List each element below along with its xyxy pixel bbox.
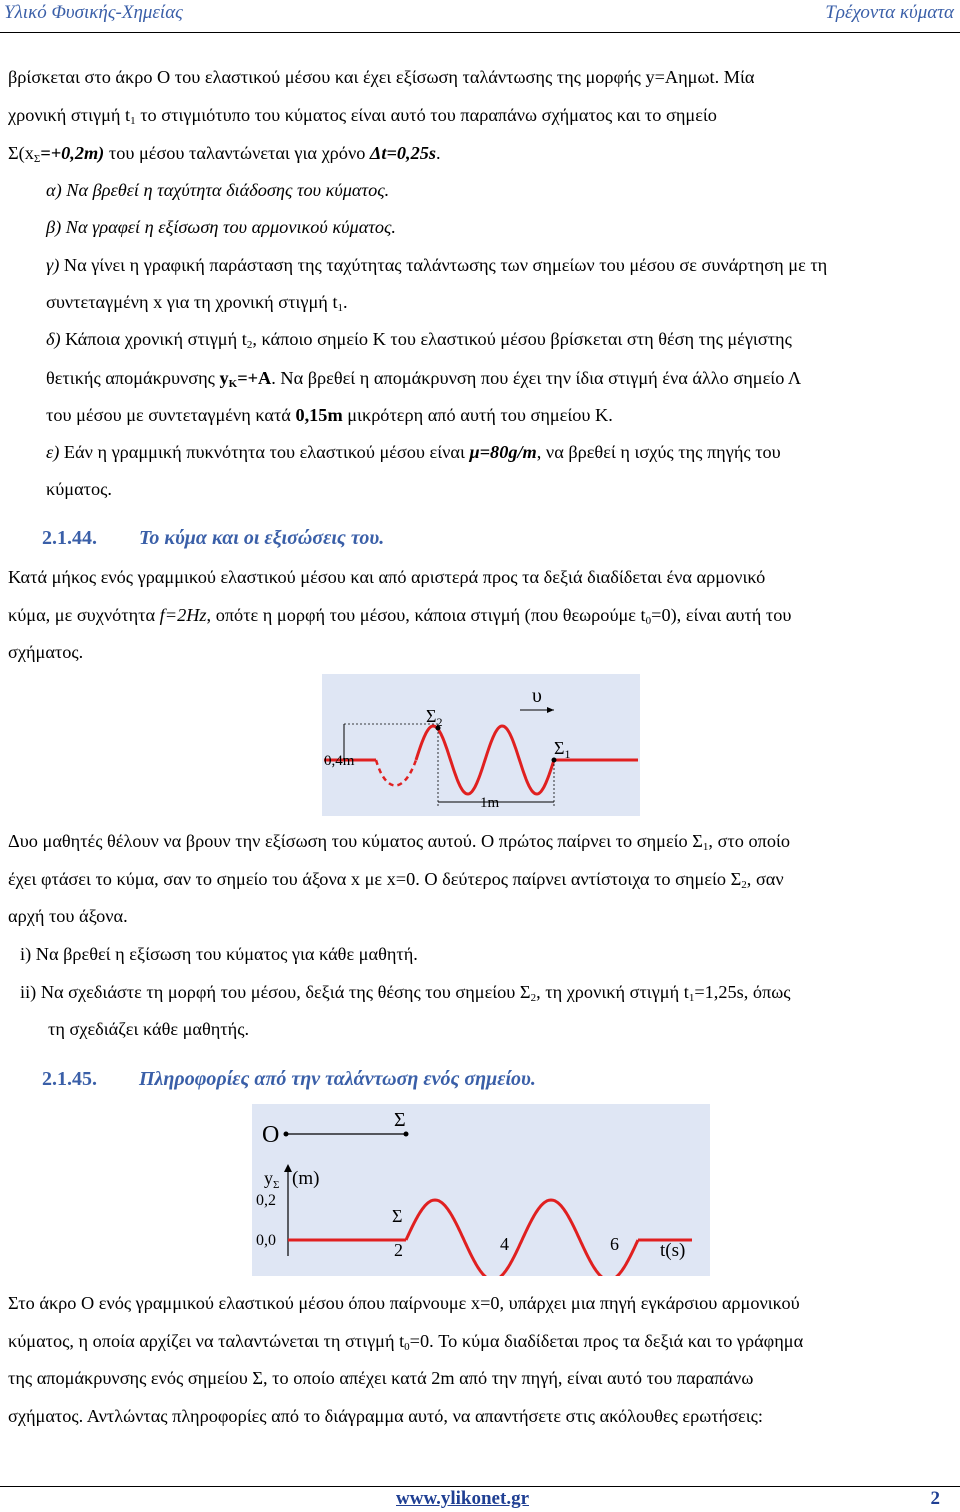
header-title: Υλικό Φυσικής-Χημείας [4, 2, 183, 23]
y-axis-label: $y_\Sigma$ [264, 1168, 280, 1191]
question-ii-cont: τη σχεδιάζει κάθε μαθητής. [48, 1019, 250, 1039]
paragraph-line: $\Sigma(x_\Sigma=+0,2m)$ του μέσου ταλαντώνεται για χρόνο Δt=0,25s. [8, 143, 441, 165]
y-tick-0-2: 0,2 [256, 1192, 276, 1209]
t-tick-4: 4 [500, 1234, 509, 1254]
question-d: δ) Κάποια χρονική στιγμή $t_2$, κάποιο σημείο Κ του ελαστικού μέσου βρίσκεται στη θέση της μέγιστης [46, 329, 792, 351]
question-i: i) Να βρεθεί η εξίσωση του κύματος για κάθε μαθητή. [20, 944, 418, 964]
label-s: Σ [394, 1109, 406, 1131]
paragraph-line: σχήματος. Αντλώντας πληροφορίες από το διάγραμμα αυτό, να απαντήσετε στις ακόλουθες ερωτήσεις: [8, 1406, 763, 1426]
paragraph-line: κύμα, με συχνότητα f=2Hz, οπότε η μορφή του μέσου, κάποια στιγμή (που θεωρούμε $t_0=0$), είναι αυτή του [8, 605, 792, 627]
question-d-cont: θετικής απομάκρυνσης $y_K=+A$. Να βρεθεί η απομάκρυνση που έχει την ίδια στιγμή ένα άλλο σημείο Λ [46, 368, 802, 390]
t-tick-6: 6 [610, 1234, 619, 1254]
label-o: Ο [262, 1122, 280, 1148]
question-c: γ) Να γίνει η γραφική παράσταση της ταχύτητας ταλάντωσης των σημείων του μέσου σε συνάρτηση με τη [46, 255, 828, 275]
question-b: β) Να γραφεί η εξίσωση του αρμονικού κύματος. [46, 217, 397, 237]
paragraph-line: Κατά μήκος ενός γραμμικού ελαστικού μέσου και από αριστερά προς τα δεξιά διαδίδεται ένα αρμονικό [8, 567, 766, 587]
footer-page-number: 2 [930, 1488, 940, 1509]
velocity-label: υ [532, 685, 542, 707]
paragraph-line: χρονική στιγμή $t_1$ το στιγμιότυπο του κύματος είναι αυτό του παραπάνω σχήματος και το σημείο [8, 105, 717, 127]
header-divider [0, 32, 960, 33]
footer-divider [0, 1486, 960, 1487]
wavelength-label: 1m [480, 795, 500, 811]
paragraph-line: κύματος, η οποία αρχίζει να ταλαντώνεται τη στιγμή $t_0=0$. Το κύμα διαδίδεται προς τα δεξιά και το γράφημα [8, 1331, 804, 1353]
label-s1: $\Sigma_1$ [554, 738, 571, 761]
question-d-cont2: του μέσου με συντεταγμένη κατά 0,15m μικρότερη από αυτή του σημείου Κ. [46, 405, 613, 425]
paragraph-line: έχει φτάσει το κύμα, σαν το σημείο του άξονα x με x=0. Ο δεύτερος παίρνει αντίστοιχα το σημείο $\Sigma_2$, σαν [8, 869, 784, 891]
wave-snapshot-figure [322, 674, 640, 816]
paragraph-line: βρίσκεται στο άκρο Ο του ελαστικού μέσου και έχει εξίσωση ταλάντωσης της μορφής y=Aημωt. Μία [8, 67, 755, 87]
amplitude-label: 0,4m [324, 753, 355, 769]
point-s [404, 1132, 409, 1137]
paragraph-line: σχήματος. [8, 642, 84, 662]
page-header [0, 0, 960, 34]
label-s2: $\Sigma_2$ [426, 706, 443, 729]
question-a: α) Να βρεθεί η ταχύτητα διάδοσης του κύματος. [46, 180, 390, 200]
oscillation-graph-figure [252, 1104, 710, 1276]
point-s1 [552, 758, 557, 763]
header-topic: Τρέχοντα κύματα [825, 2, 954, 23]
section-heading: 2.1.44. Το κύμα και οι εξισώσεις του. [42, 527, 385, 549]
t-axis-label: t(s) [660, 1240, 686, 1261]
paragraph-line: Στο άκρο Ο ενός γραμμικού ελαστικού μέσου όπου παίρνουμε x=0, υπάρχει μια πηγή εγκάρσιου αρμονικού [8, 1293, 800, 1313]
figure-background [252, 1104, 710, 1276]
question-e-cont: κύματος. [46, 479, 112, 499]
t-tick-2: 2 [394, 1240, 403, 1260]
paragraph-line: της απομάκρυνσης ενός σημείου Σ, το οποίο απέχει κατά 2m από την πηγή, είναι αυτό του παραπάνω [8, 1368, 754, 1388]
paragraph-line: Δυο μαθητές θέλουν να βρουν την εξίσωση του κύματος αυτού. Ο πρώτος παίρνει το σημείο $\Sigma_1$, στο οποίο [8, 831, 791, 853]
y-tick-0-0: 0,0 [256, 1232, 276, 1249]
label-s-axis: Σ [392, 1206, 403, 1226]
y-axis-unit: (m) [292, 1168, 320, 1189]
question-e: ε) Εάν η γραμμική πυκνότητα του ελαστικού μέσου είναι μ=80g/m, να βρεθεί η ισχύς της πηγής του [46, 442, 781, 462]
question-c-cont: συντεταγμένη x για τη χρονική στιγμή $t_1$. [46, 292, 348, 314]
paragraph-line: αρχή του άξονα. [8, 906, 128, 926]
question-ii: ii) Να σχεδιάστε τη μορφή του μέσου, δεξιά της θέσης του σημείου $\Sigma_2$, τη χρονική στιγμή $t_1=1,25s$, όπως [20, 982, 791, 1004]
section-heading: 2.1.45. Πληροφορίες από την ταλάντωση ενός σημείου. [42, 1068, 536, 1090]
footer-site-link[interactable]: www.ylikonet.gr [396, 1488, 529, 1509]
